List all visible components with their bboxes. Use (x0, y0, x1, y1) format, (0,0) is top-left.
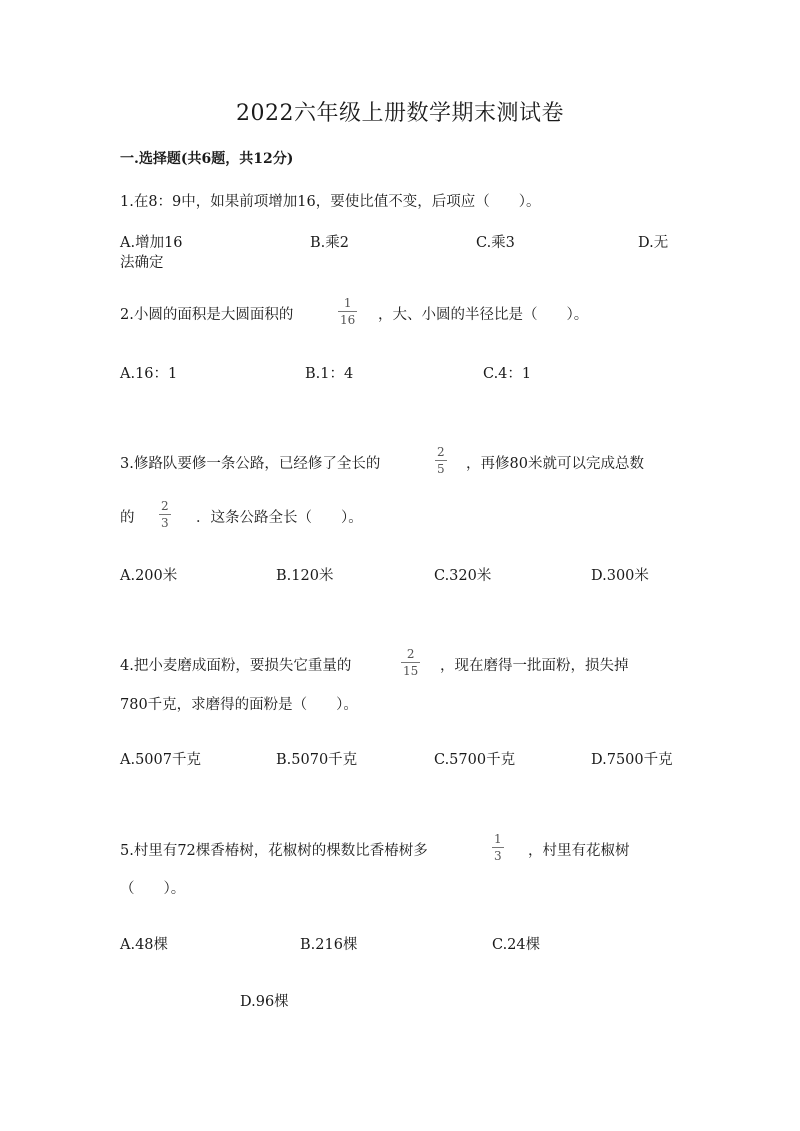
question-3-option-d: D.300米 (591, 568, 649, 584)
question-1-option-d-wrap: 法确定 (120, 255, 164, 271)
page-title: 2022六年级上册数学期末测试卷 (236, 101, 564, 126)
question-3-line2-a: 的 (120, 510, 135, 526)
question-5-option-d: D.96棵 (240, 994, 289, 1010)
question-3-fraction-2 (159, 500, 171, 529)
question-1-option-a: A.增加16 (120, 235, 183, 251)
question-1-option-d: D.无 (638, 235, 669, 251)
question-1-text: 1.在8：9中，如果前项增加16，要使比值不变，后项应（ ）。 (120, 194, 541, 210)
question-1-option-c: C.乘3 (476, 235, 515, 251)
question-2-text-a: 2.小圆的面积是大圆面积的 (120, 307, 294, 323)
question-3-option-c: C.320米 (434, 568, 492, 584)
question-5-option-a: A.48棵 (120, 937, 169, 953)
question-4-option-b: B.5070千克 (276, 752, 358, 768)
question-4-fraction (401, 648, 420, 677)
question-2-text-b: ，大、小圆的半径比是（ ）。 (378, 307, 589, 323)
question-3-option-a: A.200米 (120, 568, 178, 584)
question-4-option-a: A.5007千克 (120, 752, 201, 768)
question-3-text-a: 3.修路队要修一条公路，已经修了全长的 (120, 456, 381, 472)
fraction-denominator: 5 (437, 462, 445, 476)
fraction-denominator: 3 (494, 849, 502, 863)
question-2-option-b: B.1：4 (305, 366, 354, 382)
question-3-line2-b: ．这条公路全长（ ）。 (196, 510, 363, 526)
fraction-numerator: 2 (406, 647, 415, 661)
question-3-option-b: B.120米 (276, 568, 334, 584)
question-3-fraction-1 (435, 446, 447, 475)
question-5-text-a: 5.村里有72棵香椿树，花椒树的棵数比香椿树多 (120, 843, 428, 859)
question-5-line2: （ ）。 (120, 881, 186, 897)
fraction-denominator: 15 (403, 664, 419, 678)
question-1-option-b: B.乘2 (310, 235, 349, 251)
question-4-line2: 780千克，求磨得的面粉是（ ）。 (120, 697, 358, 713)
question-4-option-d: D.7500千克 (591, 752, 673, 768)
question-3-text-b: ，再修80米就可以完成总数 (466, 456, 644, 472)
fraction-numerator: 1 (494, 832, 502, 846)
fraction-numerator: 2 (437, 445, 445, 459)
question-5-option-b: B.216棵 (300, 937, 358, 953)
fraction-numerator: 2 (161, 499, 169, 513)
question-4-text-a: 4.把小麦磨成面粉，要损失它重量的 (120, 658, 352, 674)
question-2-option-c: C.4：1 (483, 366, 532, 382)
section-heading: 一.选择题(共6题，共12分) (120, 151, 294, 167)
question-4-option-c: C.5700千克 (434, 752, 516, 768)
fraction-denominator: 3 (161, 516, 169, 530)
question-4-text-b: ，现在磨得一批面粉，损失掉 (440, 658, 629, 674)
question-5-option-c: C.24棵 (492, 937, 541, 953)
question-2-option-a: A.16：1 (120, 366, 178, 382)
question-5-fraction (492, 833, 504, 862)
fraction-denominator: 16 (340, 313, 356, 327)
fraction-numerator: 1 (343, 296, 352, 310)
question-5-text-b: ，村里有花椒树 (528, 843, 630, 859)
question-2-fraction (338, 297, 357, 326)
